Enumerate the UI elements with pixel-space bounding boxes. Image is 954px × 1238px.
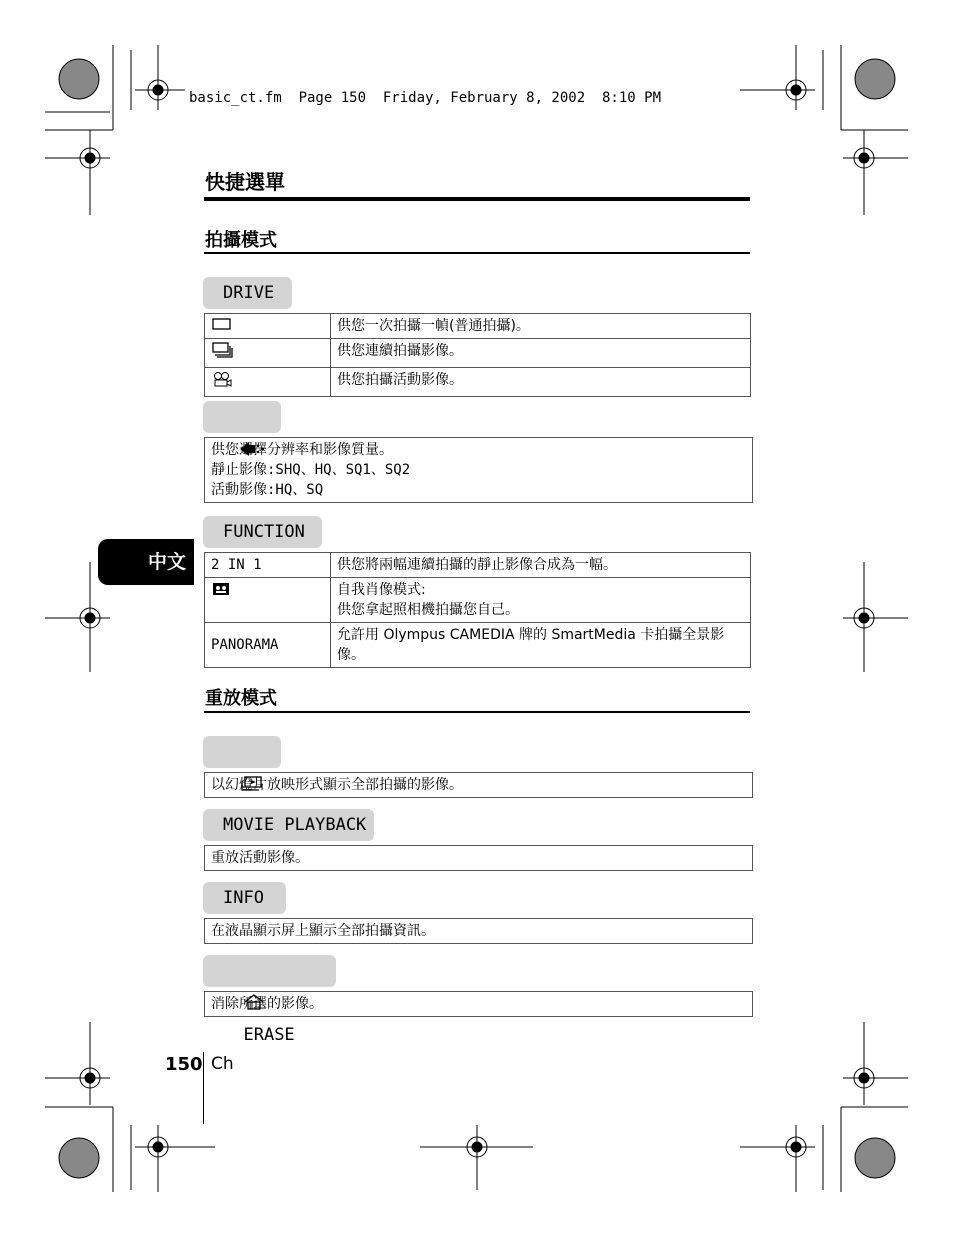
- playback-rule: [204, 711, 750, 713]
- table-row: [205, 339, 751, 368]
- page-language: Ch: [211, 1054, 234, 1074]
- table-row: [205, 314, 751, 339]
- single-frame-icon: [211, 316, 233, 330]
- drive-sequential-text: 供您連續拍攝影像。: [331, 339, 751, 368]
- info-box: 在液晶顯示屏上顯示全部拍攝資訊。: [204, 918, 753, 944]
- page-title: 快捷選單: [205, 170, 285, 194]
- drive-tab: DRIVE: [203, 277, 292, 309]
- footer-divider: [203, 1052, 204, 1124]
- page-number: 150: [165, 1054, 203, 1075]
- file-header: basic_ct.fm Page 150 Friday, February 8, 2002 8:10 PM: [189, 90, 662, 106]
- table-row: [205, 623, 751, 668]
- function-panorama-label: PANORAMA: [205, 623, 331, 668]
- function-2in1-text: 供您將兩幅連續拍攝的靜止影像合成為一幅。: [331, 553, 751, 578]
- function-table: [204, 552, 751, 668]
- info-tab: INFO: [203, 882, 286, 914]
- movie-camera-icon: [211, 370, 233, 388]
- shooting-heading: 拍攝模式: [205, 230, 277, 251]
- quality-box: [204, 437, 753, 503]
- drive-table: [204, 313, 751, 397]
- drive-single-text: 供您一次拍攝一幀(普通拍攝)。: [331, 314, 751, 339]
- slideshow-box: 以幻燈片放映形式顯示全部拍攝的影像。: [204, 772, 753, 798]
- function-tab: FUNCTION: [203, 516, 322, 548]
- quality-line-1: 供您選擇分辨率和影像質量。: [211, 442, 393, 458]
- erase-box: 消除所選的影像。: [204, 991, 753, 1017]
- quality-line-3: 活動影像:HQ、SQ: [211, 482, 324, 498]
- movie-playback-box: 重放活動影像。: [204, 845, 753, 871]
- movie-playback-tab: MOVIE PLAYBACK: [203, 809, 374, 841]
- shooting-rule: [204, 252, 750, 254]
- table-row: [205, 553, 751, 578]
- table-row: [205, 578, 751, 623]
- playback-heading: 重放模式: [205, 688, 277, 709]
- sequential-shooting-icon: [211, 341, 237, 359]
- self-portrait-icon: [211, 580, 233, 598]
- quality-line-2: 靜止影像:SHQ、HQ、SQ1、SQ2: [211, 462, 411, 478]
- drive-movie-text: 供您拍攝活動影像。: [331, 368, 751, 397]
- language-side-tab: 中文: [98, 539, 194, 585]
- quality-tab: [203, 401, 281, 433]
- slideshow-tab: [203, 736, 281, 768]
- function-2in1-label: 2 IN 1: [205, 553, 331, 578]
- function-panorama-text: 允許用 Olympus CAMEDIA 牌的 SmartMedia 卡拍攝全景影像。: [331, 623, 751, 668]
- title-rule: [204, 197, 750, 201]
- function-self-text: 供您拿起照相機拍攝您自己。: [337, 602, 519, 618]
- function-self-title: 自我肖像模式:: [337, 582, 426, 598]
- table-row: [205, 368, 751, 397]
- erase-label: ERASE: [243, 1025, 295, 1045]
